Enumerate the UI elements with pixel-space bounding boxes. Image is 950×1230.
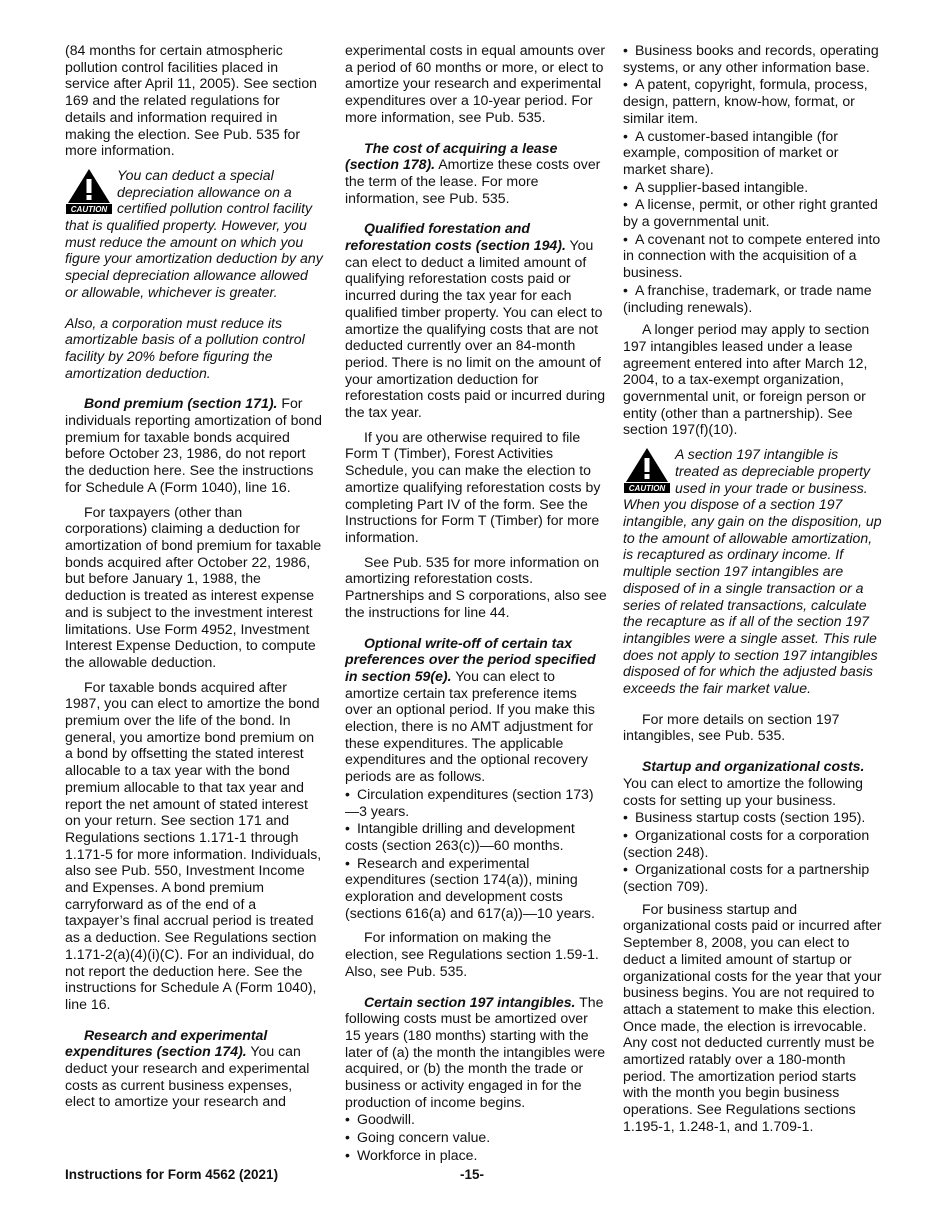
column-2 xyxy=(345,42,607,1165)
caution-icon xyxy=(65,167,113,215)
list-item: • Goodwill. xyxy=(345,1111,607,1128)
list-item: • A patent, copyright, formula, process, design, pattern, know-how, format, or similar item. xyxy=(623,76,885,126)
paragraph: (84 months for certain atmospheric pollution control facilities placed in service after April 11, 2005). See section 169 and the related regulations for details and information required in making the election. See Pub. 535 for more information. xyxy=(65,42,317,159)
paragraph: experimental costs in equal amounts over a period of 60 months or more, or elect to amortize your research and experimental expenditures over a 10-year period. For more information, see Pub. 535. xyxy=(345,42,606,125)
paragraph: For individuals reporting amortization of bond premium for taxable bonds acquired before October 23, 1986, do not report the deduction here. See the instructions for Schedule A (Form 1040), line 16. xyxy=(65,395,322,495)
paragraph: For business startup and organizational costs paid or incurred after September 8, 2008, you can elect to deduct a limited amount of startup or organizational costs for the year that your business begins. You are not required to attach a statement to make this election. Once made, the election is irrevocable. Any cost not deducted currently must be amortized ratably over a 180-month period. The amortization period starts with the month you begin business operations. See Regulations sections 1.195-1, 1.248-1, and 1.709-1. xyxy=(623,900,882,1134)
paragraph: You can elect to deduct a limited amount of qualifying reforestation costs paid or incurred during the tax year for each qualified timber property. You can elect to amortize the qualifying costs that are not deducted currently over an 84-month period. There is no limit on the amount of your amortization deduction for reforestation costs paid or incurred during the tax year. xyxy=(345,237,606,421)
list-item: • Intangible drilling and development costs (section 263(c))—60 months. xyxy=(345,820,607,853)
list-item: • A covenant not to compete entered into in connection with the acquisition of a business. xyxy=(623,231,885,281)
section-heading: Qualified forestation and reforestation costs (section 194). xyxy=(345,220,566,254)
caution-note xyxy=(623,446,885,697)
paragraph: See Pub. 535 for more information on amortizing reforestation costs. Partnerships and S corporations, also see the instructions for line 44. xyxy=(345,553,607,620)
caution-text: You can deduct a special depreciation allowance on a certified pollution control facility that is qualified property. However, you must reduce the amount on which you figure your amortization deduction by any special depreciation allowance allowed or allowable, whichever is greater. xyxy=(65,166,323,300)
caution-label: CAUTION xyxy=(628,484,666,494)
section-heading: Research and experimental expenditures (section 174). xyxy=(65,1026,268,1060)
paragraph: A longer period may apply to section 197 intangibles leased under a lease agreement entered into after March 12, 2004, to a tax-exempt organization, governmental unit, or foreign person or entity (other than a partnership). See section 197(f)(10). xyxy=(623,321,870,438)
section-heading: Startup and organizational costs. xyxy=(642,758,865,775)
section-heading: Certain section 197 intangibles. xyxy=(364,993,576,1010)
section-heading: Bond premium (section 171). xyxy=(84,395,278,412)
footer-form-title: Instructions for Form 4562 (2021) xyxy=(65,1167,279,1182)
column-3 xyxy=(623,42,885,1143)
paragraph: You can deduct your research and experimental costs as current business expenses, elect to amortize your research and xyxy=(65,1043,310,1110)
list-item: • Research and experimental expenditures (section 174(a)), mining exploration and development costs (sections 616(a) and 617(a))—10 years. xyxy=(345,855,607,922)
paragraph: The following costs must be amortized over 15 years (180 months) starting with the later of (a) the month the intangibles were acquired, or (b) the month the trade or business or activity engaged in for the production of income begins. xyxy=(345,993,606,1110)
paragraph: Amortize these costs over the term of the lease. For more information, see Pub. 535. xyxy=(345,156,601,206)
list-item: • A customer-based intangible (for example, composition of market or market share). xyxy=(623,128,885,178)
list-item: • Circulation expenditures (section 173)—3 years. xyxy=(345,786,607,819)
list-item: • Going concern value. xyxy=(345,1129,607,1146)
column-1 xyxy=(65,42,323,1118)
paragraph: If you are otherwise required to file Form T (Timber), Forest Activities Schedule, you can make the election to amortize qualifying reforestation costs by completing Part IV of the form. See the Instructions for Form T (Timber) for more information. xyxy=(345,428,601,545)
paragraph: For taxable bonds acquired after 1987, you can elect to amortize the bond premium over the life of the bond. In general, you amortize bond premium on a bond by offsetting the stated interest allocable to a tax year with the bond premium allocable to that tax year and report the net amount of stated interest on your return. See section 171 and Regulations sections 1.171-1 through 1.171-5 for more information. Individuals, also see Pub. 550, Investment Income and Expenses. A bond premium carryforward as of the end of a taxpayer’s final accrual period is treated as a deduction. See Regulations section 1.171-2(a)(4)(i)(C). For an individual, do not report the deduction here. See the instructions for Schedule A (Form 1040), line 16. xyxy=(65,678,322,1012)
caution-label: CAUTION xyxy=(70,204,108,214)
list-item: • Organizational costs for a corporation (section 248). xyxy=(623,827,885,860)
list-item: • A license, permit, or other right granted by a governmental unit. xyxy=(623,196,885,229)
list-item: • A franchise, trademark, or trade name (including renewals). xyxy=(623,282,885,315)
caution-text: A section 197 intangible is treated as depreciable property used in your trade or business. When you dispose of a section 197 intangible, any gain on the disposition, up to the amount of allowable amortization, is recaptured as ordinary income. If multiple section 197 intangibles are disposed of in a single transaction or a series of related transactions, calculate the recapture as if all of the section 197 intangibles were a single asset. This rule does not apply to section 197 intangibles disposed of for which the adjusted basis exceeds the fair market value. xyxy=(623,446,882,697)
page-number: -15- xyxy=(460,1167,485,1182)
paragraph: For taxpayers (other than corporations) claiming a deduction for amortization of bond premium for taxable bonds acquired after October 22, 1986, but before January 1, 1988, the deduction is treated as interest expense and is subject to the investment interest limitations. Use Form 4952, Investment Interest Expense Deduction, to compute the allowable deduction. xyxy=(65,503,322,670)
paragraph: You can elect to amortize the following costs for setting up your business. xyxy=(623,774,863,808)
paragraph: For information on making the election, see Regulations section 1.59-1. Also, see Pub. 535. xyxy=(345,929,599,979)
caution-icon xyxy=(623,446,671,494)
list-item: • Workforce in place. xyxy=(345,1147,607,1164)
paragraph: For more details on section 197 intangibles, see Pub. 535. xyxy=(623,710,840,744)
caution-text: Also, a corporation must reduce its amortizable basis of a pollution control facility by 20% before figuring the amortization deduction. xyxy=(65,314,305,381)
paragraph: You can elect to amortize certain tax preference items over an optional period. If you make this election, there is no AMT adjustment for these expenditures. The applicable expenditures and the optional recovery periods are as follows. xyxy=(345,667,595,785)
list-item: • A supplier-based intangible. xyxy=(623,179,885,196)
section-heading: The cost of acquiring a lease (section 178). xyxy=(345,139,558,173)
caution-note xyxy=(65,167,323,381)
list-item: • Business books and records, operating systems, or any other information base. xyxy=(623,42,885,75)
section-heading: Optional write-off of certain tax preferences over the period specified in section 59(e). xyxy=(345,634,596,684)
list-item: • Business startup costs (section 195). xyxy=(623,809,885,826)
list-item: • Organizational costs for a partnership (section 709). xyxy=(623,861,885,894)
